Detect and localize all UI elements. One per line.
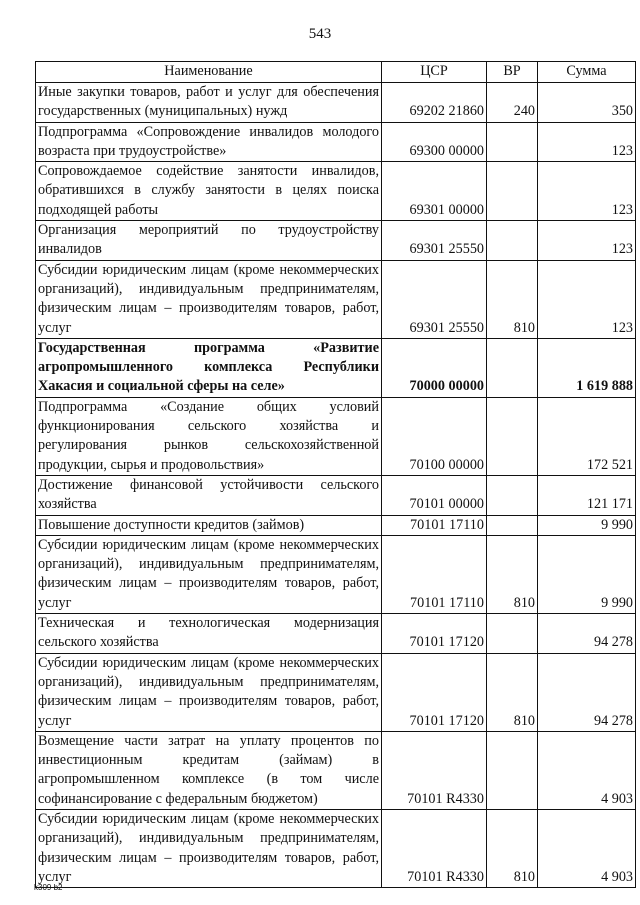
row-sum-cell: 4 903 bbox=[538, 809, 636, 887]
row-name-cell: Подпрограмма «Создание общих условий функционирования сельского хозяйства и регулирования рынков сельскохозяйственной продукции, сырья и продовольствия» bbox=[36, 397, 382, 475]
row-name-cell: Иные закупки товаров, работ и услуг для обеспечения государственных (муниципальных) нужд bbox=[36, 83, 382, 123]
row-csr-cell: 70101 17120 bbox=[382, 614, 487, 654]
row-csr-cell: 69301 00000 bbox=[382, 162, 487, 221]
row-name-cell: Субсидии юридическим лицам (кроме некоммерческих организаций), индивидуальным предпринимателям, физическим лицам – производителям товаров, работ, услуг bbox=[36, 535, 382, 613]
row-name-cell: Организация мероприятий по трудоустройству инвалидов bbox=[36, 221, 382, 261]
table-header-row bbox=[36, 62, 636, 83]
table-row bbox=[36, 809, 636, 887]
row-csr-cell: 70101 17110 bbox=[382, 535, 487, 613]
footer-code: k309 b2 bbox=[34, 883, 63, 892]
row-sum-cell: 9 990 bbox=[538, 535, 636, 613]
row-vr-cell bbox=[487, 731, 538, 809]
row-csr-cell: 70000 00000 bbox=[382, 338, 487, 397]
table-row bbox=[36, 221, 636, 261]
row-csr-cell: 70101 17110 bbox=[382, 515, 487, 535]
row-sum-cell: 123 bbox=[538, 260, 636, 338]
budget-table bbox=[35, 61, 636, 888]
row-name-cell: Субсидии юридическим лицам (кроме некоммерческих организаций), индивидуальным предпринимателям, физическим лицам – производителям товаров, работ, услуг bbox=[36, 809, 382, 887]
table-row bbox=[36, 731, 636, 809]
row-vr-cell bbox=[487, 515, 538, 535]
table-row bbox=[36, 397, 636, 475]
row-csr-cell: 69301 25550 bbox=[382, 221, 487, 261]
row-name-cell: Подпрограмма «Сопровождение инвалидов молодого возраста при трудоустройстве» bbox=[36, 122, 382, 162]
row-csr-cell: 70101 00000 bbox=[382, 475, 487, 515]
row-name-cell: Достижение финансовой устойчивости сельского хозяйства bbox=[36, 475, 382, 515]
table-row bbox=[36, 338, 636, 397]
table-row bbox=[36, 535, 636, 613]
row-sum-cell: 350 bbox=[538, 83, 636, 123]
row-vr-cell bbox=[487, 122, 538, 162]
table-row bbox=[36, 614, 636, 654]
row-sum-cell: 121 171 bbox=[538, 475, 636, 515]
row-vr-cell bbox=[487, 162, 538, 221]
page-number: 543 bbox=[308, 26, 332, 42]
row-csr-cell: 70101 17120 bbox=[382, 653, 487, 731]
row-sum-cell: 172 521 bbox=[538, 397, 636, 475]
table-row bbox=[36, 83, 636, 123]
row-vr-cell: 810 bbox=[487, 653, 538, 731]
table-body bbox=[36, 83, 636, 888]
row-sum-cell: 9 990 bbox=[538, 515, 636, 535]
row-csr-cell: 70100 00000 bbox=[382, 397, 487, 475]
table-row bbox=[36, 475, 636, 515]
header-name: Наименование bbox=[36, 62, 382, 83]
table-row bbox=[36, 260, 636, 338]
row-sum-cell: 123 bbox=[538, 162, 636, 221]
row-name-cell: Субсидии юридическим лицам (кроме некоммерческих организаций), индивидуальным предпринимателям, физическим лицам – производителям товаров, работ, услуг bbox=[36, 653, 382, 731]
row-sum-cell: 94 278 bbox=[538, 614, 636, 654]
row-vr-cell: 240 bbox=[487, 83, 538, 123]
header-vr: ВР bbox=[487, 62, 538, 83]
row-sum-cell: 94 278 bbox=[538, 653, 636, 731]
table-row bbox=[36, 122, 636, 162]
row-vr-cell: 810 bbox=[487, 809, 538, 887]
row-name-cell: Государственная программа «Развитие агропромышленного комплекса Республики Хакасия и социальной сферы на селе» bbox=[36, 338, 382, 397]
row-name-cell: Повышение доступности кредитов (займов) bbox=[36, 515, 382, 535]
row-vr-cell bbox=[487, 397, 538, 475]
row-name-cell: Возмещение части затрат на уплату процентов по инвестиционным кредитам (займам) в агропромышленном комплексе (в том числе софинансирование с федеральным бюджетом) bbox=[36, 731, 382, 809]
table-row bbox=[36, 515, 636, 535]
row-name-cell: Субсидии юридическим лицам (кроме некоммерческих организаций), индивидуальным предпринимателям, физическим лицам – производителям товаров, работ, услуг bbox=[36, 260, 382, 338]
row-csr-cell: 70101 R4330 bbox=[382, 809, 487, 887]
row-sum-cell: 123 bbox=[538, 122, 636, 162]
row-sum-cell: 123 bbox=[538, 221, 636, 261]
table-row bbox=[36, 653, 636, 731]
row-vr-cell: 810 bbox=[487, 535, 538, 613]
row-sum-cell: 4 903 bbox=[538, 731, 636, 809]
row-vr-cell bbox=[487, 338, 538, 397]
header-csr: ЦСР bbox=[382, 62, 487, 83]
header-sum: Сумма bbox=[538, 62, 636, 83]
row-csr-cell: 69202 21860 bbox=[382, 83, 487, 123]
row-csr-cell: 69301 25550 bbox=[382, 260, 487, 338]
row-vr-cell bbox=[487, 475, 538, 515]
table-row bbox=[36, 162, 636, 221]
row-vr-cell bbox=[487, 221, 538, 261]
row-csr-cell: 70101 R4330 bbox=[382, 731, 487, 809]
row-vr-cell bbox=[487, 614, 538, 654]
row-vr-cell: 810 bbox=[487, 260, 538, 338]
row-sum-cell: 1 619 888 bbox=[538, 338, 636, 397]
row-name-cell: Техническая и технологическая модернизация сельского хозяйства bbox=[36, 614, 382, 654]
row-name-cell: Сопровождаемое содействие занятости инвалидов, обратившихся в службу занятости в целях поиска подходящей работы bbox=[36, 162, 382, 221]
row-csr-cell: 69300 00000 bbox=[382, 122, 487, 162]
